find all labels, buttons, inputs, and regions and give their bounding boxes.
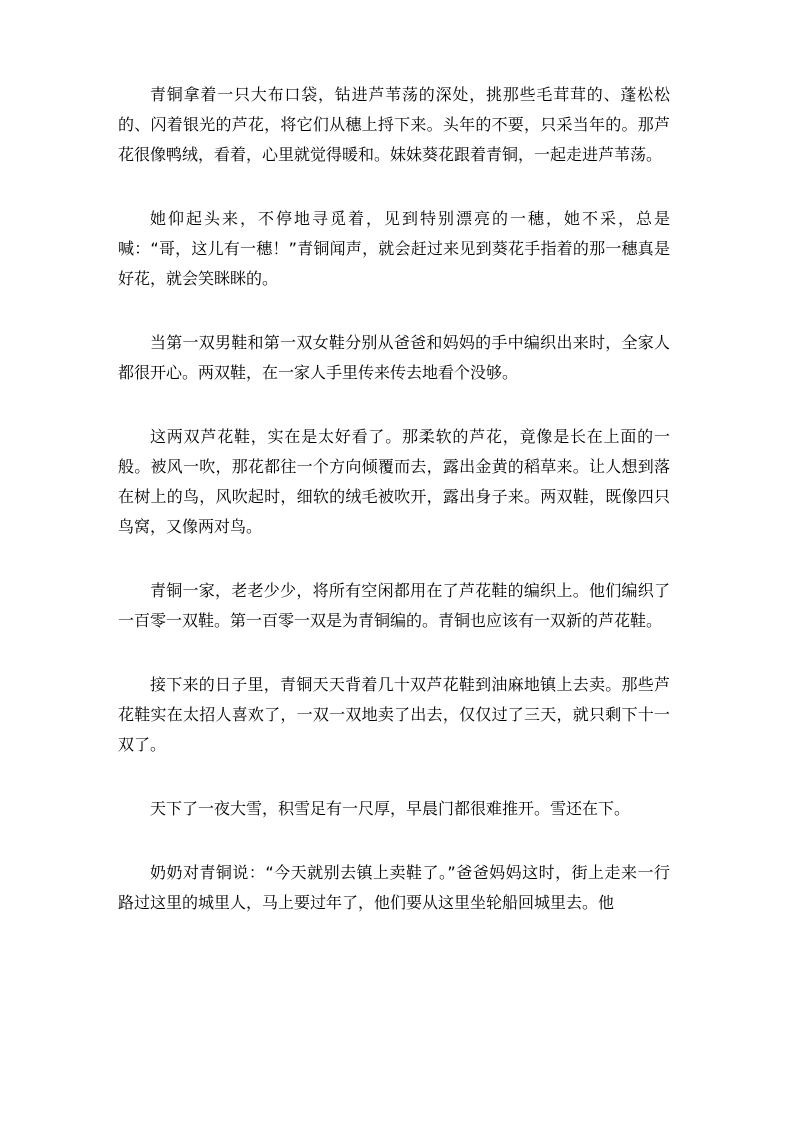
paragraph-7: 天下了一夜大雪，积雪足有一尺厚，早晨门都很难推开。雪还在下。 xyxy=(150,799,631,818)
paragraph-3: 当第一双男鞋和第一双女鞋分别从爸爸和妈妈的手中编织出来时，全家人都很开心。两双鞋，在一家人手里传来传去地看个没够。 xyxy=(118,333,670,382)
paragraph-8: 奶奶对青铜说：“今天就别去镇上卖鞋了。”爸爸妈妈这时，街上走来一行路过这里的城里人，马上要过年了，他们要从这里坐轮船回城里去。他 xyxy=(118,863,670,912)
paragraph-1: 青铜拿着一只大布口袋，钻进芦苇荡的深处，挑那些毛茸茸的、蓬松松的、闪着银光的芦花，将它们从穗上捋下来。头年的不要，只采当年的。那芦花很像鸭绒，看着，心里就觉得暖和。妹妹葵花跟着青铜，一起走进芦苇荡。 xyxy=(118,85,670,164)
paragraph-4: 这两双芦花鞋，实在是太好看了。那柔软的芦花，竟像是长在上面的一般。被风一吹，那花都往一个方向倾覆而去，露出金黄的稻草来。让人想到落在树上的鸟，风吹起时，细软的绒毛被吹开，露出身子来。两双鞋，既像四只鸟窝，又像两对鸟。 xyxy=(118,427,670,536)
paragraph-2: 她仰起头来，不停地寻觅着，见到特别漂亮的一穗，她不采，总是喊：“哥，这儿有一穗！”青铜闻声，就会赶过来见到葵花手指着的那一穗真是好花，就会笑眯眯的。 xyxy=(118,209,670,288)
document-body xyxy=(118,80,670,952)
paragraph-5: 青铜一家，老老少少，将所有空闲都用在了芦花鞋的编织上。他们编织了一百零一双鞋。第一百零一双是为青铜编的。青铜也应该有一双新的芦花鞋。 xyxy=(118,581,670,630)
paragraph-6: 接下来的日子里，青铜天天背着几十双芦花鞋到油麻地镇上去卖。那些芦花鞋实在太招人喜欢了，一双一双地卖了出去，仅仅过了三天，就只剩下十一双了。 xyxy=(118,675,670,754)
